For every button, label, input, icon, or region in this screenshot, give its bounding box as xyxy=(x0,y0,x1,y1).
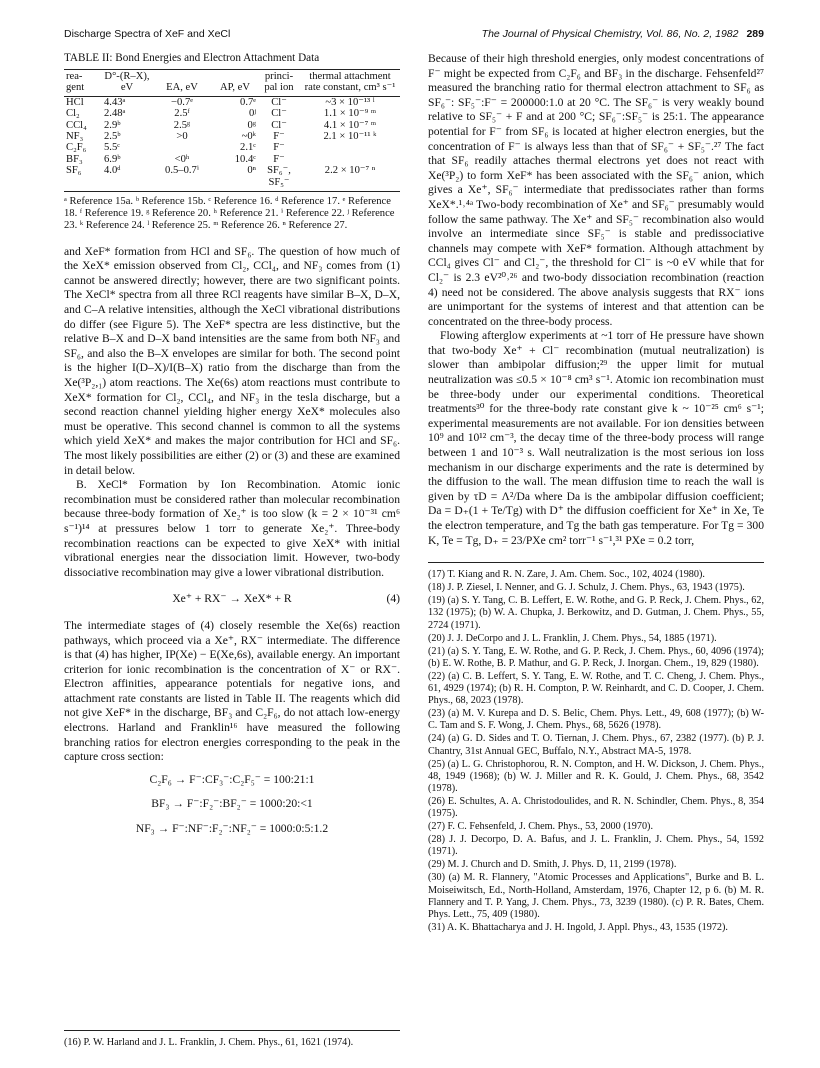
table-header-row xyxy=(64,70,400,96)
reference-item: (28) J. J. Decorpo, D. A. Bafus, and J. L. Franklin, J. Chem. Phys., 54, 1592 (1971). xyxy=(428,834,764,858)
cell: 4.43ᵃ xyxy=(104,96,126,108)
table-row xyxy=(64,131,400,142)
cell: 1.1 × 10⁻⁹ ᵐ xyxy=(323,108,377,120)
bond-energy-table xyxy=(64,70,400,192)
table-row xyxy=(64,108,400,119)
col-header-dissociation: D°-(R–X), eV xyxy=(102,70,152,96)
cell xyxy=(300,142,400,153)
col-header-ap: AP, eV xyxy=(212,70,258,96)
cell: 5.5ᶜ xyxy=(104,142,120,154)
cell: 0ʲ xyxy=(249,108,256,120)
cell: 4.1 × 10⁻⁷ ᵐ xyxy=(323,119,377,131)
branching-ratio-bf3: BF₃ → F⁻:F₂⁻:BF₂⁻ = 1000:20:<1 xyxy=(151,797,313,811)
reference-item: (26) E. Schultes, A. A. Christodoulides, and R. N. Schindler, Chem. Phys., 8, 354 (1975). xyxy=(428,795,764,819)
cell: Cl⁻ xyxy=(271,119,287,131)
reference-item: (24) (a) G. D. Sides and T. O. Tiernan, J. Chem. Phys., 67, 2382 (1977). (b) P. J. Chantry, 31st Annual GEC, Buffalo, N.Y., Abstract MA-5, 1978. xyxy=(428,733,764,757)
cell: 2.1 × 10⁻¹¹ ᵏ xyxy=(323,131,377,143)
reference-item: (27) F. C. Fehsenfeld, J. Chem. Phys., 53, 2000 (1970). xyxy=(428,821,653,833)
cell: −0.7ᵉ xyxy=(171,96,193,108)
cell: ~0ᵏ xyxy=(241,131,256,143)
left-column xyxy=(64,52,400,847)
right-column xyxy=(428,52,764,935)
cell: F⁻ xyxy=(273,142,285,154)
page-number: 289 xyxy=(746,28,764,40)
equation-4 xyxy=(64,592,400,607)
body-paragraph: Flowing afterglow experiments at ~1 torr of He pressure have shown that two-body Xe⁺ + Cl⁻ recombination (mutual neutralization) is slower than ambipolar diffusion;²⁹ the upper limit for mutual neutralization was ≤0.5 × 10⁻⁸ cm³ s⁻¹. Atomic ion recombination must be three-body under our experimental conditions. Theoretical treatments³⁰ for the three-body rate constant give k ~ 10⁻²⁵ cm⁶ s⁻¹; experimental measurements are not available. For ion densities between 10⁹ and 10¹² cm⁻³, the decay time of the three-body process will range between 1 and 10⁻³ s. Wall neutralization is the most serious ion loss mechanism in our discharge experiments and the rate is determined by the diffusion to the wall. The mean diffusion time to reach the wall is given by τD = Λ²/Da where Da is the ambipolar diffusion coefficient; Da = D₊(1 + Te/Tg) with D⁺ the diffusion coefficient for Xe⁺ in Xe, Te the electron temperature, and Tg the bath gas temperature. For Tg = 300 K, Te = Tg, D₊ = 23/PXe cm² torr⁻¹ s⁻¹,³¹ PXe = 0.2 torr, xyxy=(428,329,764,547)
cell: 2.9ᵇ xyxy=(104,119,121,131)
left-footnote xyxy=(64,1030,400,1049)
cell: 2.5ᶠ xyxy=(174,108,190,120)
reference-item: (25) (a) L. G. Christophorou, R. N. Compton, and H. W. Dickson, J. Chem. Phys., 48, 1949 (1968); (b) W. J. Miller and R. K. Gould, J. Chem. Phys., 68, 3542 (1978). xyxy=(428,758,764,794)
reference-item: (29) M. J. Church and D. Smith, J. Phys. D, 11, 2199 (1978). xyxy=(428,859,677,871)
equation-4-text: Xe⁺ + RX⁻ → XeX* + R xyxy=(172,592,292,606)
table-row xyxy=(64,165,400,191)
journal-name: The Journal of Physical Chemistry, Vol. 86, No. 2, 1982 xyxy=(481,28,739,40)
cell: SF₆ xyxy=(64,165,102,191)
equation-number: (4) xyxy=(386,592,400,606)
cell: 2.48ᵃ xyxy=(104,108,126,120)
reference-item: (18) J. P. Ziesel, I. Nenner, and G. J. Schulz, J. Chem. Phys., 63, 1943 (1975). xyxy=(428,582,745,594)
reference-item: (23) (a) M. V. Kurepa and D. S. Belic, Chem. Phys. Lett., 49, 608 (1977); (b) W-C. Tam and S. F. Wong, J. Chem. Phys., 68, 5626 (1978). xyxy=(428,708,764,732)
reference-16: (16) P. W. Harland and J. L. Franklin, J. Chem. Phys., 61, 1621 (1974). xyxy=(64,1037,354,1048)
cell xyxy=(300,154,400,165)
cell: 4.0ᵈ xyxy=(102,165,152,191)
cell: 6.9ᵇ xyxy=(104,153,121,165)
table-row xyxy=(64,120,400,131)
running-title: Discharge Spectra of XeF and XeCl xyxy=(64,28,231,40)
cell: F⁻ xyxy=(273,131,285,143)
section-paragraph-ion-recombination: B. XeCl* Formation by Ion Recombination. Atomic ionic recombination must be considered rather than molecular recombination because three-body formation of Xe₂⁺ is too slow (k = 2 × 10⁻³¹ cm⁶ s⁻¹)¹⁴ at pressures below 1 torr to generate Xe₂⁺. Three-body recombination reactions can be expected to give XeX* with initial vibrational energies near the dissociation limit. However, two-body dissociative recombination may give a lower vibrational distribution. xyxy=(64,478,400,579)
reference-item: (21) (a) S. Y. Tang, E. W. Rothe, and G. P. Reck, J. Chem. Phys., 60, 4096 (1974); (b) E. W. Rothe, B. P. Mathur, and G. P. Reck, J. Inorgan. Chem., 19, 829 (1980). xyxy=(428,645,764,669)
cell: >0 xyxy=(176,131,188,143)
cell: Cl⁻ xyxy=(271,96,287,108)
branching-ratio-nf3: NF₃ → F⁻:NF⁻:F₂⁻:NF₂⁻ = 1000:0:5:1.2 xyxy=(135,822,329,836)
cell: 0.5–0.7ⁱ xyxy=(152,165,212,191)
table-row xyxy=(64,154,400,165)
table-footnotes: ᵃ Reference 15a. ᵇ Reference 15b. ᶜ Reference 16. ᵈ Reference 17. ᵉ Reference 18. ᶠ Reference 19. ᵍ Reference 20. ʰ Reference 21. ⁱ Reference 22. ʲ Reference 23. ᵏ Reference 24. ˡ Reference 25. ᵐ Reference 26. ⁿ Reference 27. xyxy=(64,196,395,232)
cell: 10.4ᶜ xyxy=(234,153,256,165)
reference-item: (31) A. K. Bhattacharya and J. H. Ingold, J. Appl. Phys., 43, 1535 (1972). xyxy=(428,921,728,933)
cell: CCl₄ xyxy=(66,119,87,131)
cell: 0ⁿ xyxy=(212,165,258,191)
table-row xyxy=(64,96,400,108)
col-header-rate: thermal attachment rate constant, cm³ s⁻¹ xyxy=(300,70,400,96)
cell xyxy=(152,142,212,153)
cell: F⁻ xyxy=(273,153,285,165)
col-header-ea: EA, eV xyxy=(152,70,212,96)
running-header xyxy=(64,28,764,42)
cell: C₂F₆ xyxy=(66,142,87,154)
col-header-reagent: rea-gent xyxy=(64,70,102,96)
cell: BF₃ xyxy=(66,153,83,165)
cell: ~3 × 10⁻¹³ ˡ xyxy=(325,96,375,108)
cell: 2.5ᵍ xyxy=(173,119,191,131)
cell: SF₆⁻, SF₅⁻ xyxy=(258,165,300,191)
footnote-rule xyxy=(64,1030,400,1031)
body-paragraph: and XeF* formation from HCl and SF₆. The question of how much of the XeX* emission observed from Cl₂, CCl₄, and NF₃ comes from (1) cannot be answered directly; however, there are two significant points. The XeCl* spectra from all three RCl reagents have similar B–X, D–X, and C–A relative intensities, although the XeCl vibrational distributions do differ (see Figure 5). The XeF* spectra are less distinctive, but the relative B–X and D–X band intensities are the same from both NF₃ and SF₆, and also the B–X envelopes are similar for both. The second point is the higher I(D–X)/I(B–X) ratio from the discharge than from the Xe(³P₂,₁) atom reactions. The Xe(6s) atom reactions must contribute to XeX* formation for Cl₂, CCl₄, and NF₃ in the tesla discharge, but a second reaction channel yielding higher energy XeX* molecules also must be operative. This second channel is common to all the systems which yield XeX* and makes the major contribution for HCl and SF₆. The most likely possibilities are either (2) or (3) and these are examined in detail below. xyxy=(64,244,400,477)
cell: <0ʰ xyxy=(174,153,190,165)
table-row xyxy=(64,142,400,153)
branching-ratios xyxy=(64,773,400,837)
cell: 2.2 × 10⁻⁷ ⁿ xyxy=(300,165,400,191)
cell: 2.5ᵇ xyxy=(104,131,121,143)
cell: Cl₂ xyxy=(66,108,80,120)
reference-list xyxy=(428,562,764,934)
table-caption: TABLE II: Bond Energies and Electron Attachment Data xyxy=(64,52,320,64)
reference-item: (30) (a) M. R. Flannery, "Atomic Processes and Applications", Burke and B. L. Moiseiwitsch, Ed., North-Holland, Amsterdam, 1976, Chapter 12, p 6. (b) M. R. Flannery and T. P. Yang, J. Chem. Phys., 73, 3239 (1980). (c) P. R. Bates, Chem. Phys. Lett., 75, 409 (1980). xyxy=(428,872,764,920)
cell: 2.1ᶜ xyxy=(240,142,256,154)
reference-item: (22) (a) C. B. Leffert, S. Y. Tang, E. W. Rothe, and T. C. Cheng, J. Chem. Phys., 61, 4929 (1974); (b) R. H. Compton, P. W. Reinhardt, and C. D. Cooper, J. Chem. Phys., 68, 2023 (1978). xyxy=(428,670,764,707)
col-header-ion: princi-pal ion xyxy=(258,70,300,96)
body-paragraph: Because of their high threshold energies, only modest concentrations of F⁻ might be expected from C₂F₆ and BF₃ in the discharge. Fehsenfeld²⁷ measured the branching ratio for thermal electron attachment to SF₆ as SF₆⁻: SF₅⁻:F⁻ = 200000:1.0 at 20 °C. The SF₆⁻ is very weakly bound relative to SF₅⁻ + F and at 200 °C; SF₆⁻:SF₅⁻ is 25:1. The appearance potential for F⁻ from SF₆ is located at higher electron energies, but the concentration of F⁻ is always less than that of SF₆⁻ + SF₅⁻.²⁷ The fact that SF₆ readily attaches thermal electrons yet does not react with Xe(³P₂) to form XeF* has been associated with the SF₆⁻ anion, which gives a Xe⁺, SF₆⁻ intermediate that predissociates rather than forms XeX*.¹˒⁴ᵃ Two-body recombination of Xe⁺ and SF₆⁻ presumably would follow the same pathway. The Xe⁺ and SF₅⁻ recombination also would involve an intermediate since SF₅⁻ is stable and predissociative channels may compete with XeF* formation. Although attachment by CCl₄ gives Cl⁻ and Cl₂⁻, the threshold for Cl⁻ is ~0 eV while that for Cl₂⁻ is 2.3 eV²⁰˒²⁶ and two-body dissociation recombination (reaction 4) need not be considered. The above analysis suggests that RX⁻ ions are unimportant for the systems of interest and that attention can be concentrated on the three-body process. xyxy=(428,52,764,328)
cell: Cl⁻ xyxy=(271,108,287,120)
reference-item: (20) J. J. DeCorpo and J. L. Franklin, J. Chem. Phys., 54, 1885 (1971). xyxy=(428,632,717,644)
journal-citation xyxy=(482,28,764,40)
cell: NF₃ xyxy=(66,131,84,143)
branching-ratio-c2f6: C₂F₆ → F⁻:CF₃⁻:C₂F₅⁻ = 100:21:1 xyxy=(149,772,315,786)
body-paragraph: The intermediate stages of (4) closely resemble the Xe(6s) reaction pathways, which proceed via a Xe⁺, RX⁻ intermediate. The difference is that (4) has higher, IP(Xe) − E(Xe,6s), available energy. An important criterion for ionic recombination is the concentration of X⁻ or RX⁻. Electron affinities, appearance potentials for negative ions, and attachment rate constants are listed in Table II. The reagents which did not give XeF* in the discharge, BF₃ and C₂F₆, do not attach low-energy electrons. Harland and Franklin¹⁶ have measured the following branching ratios for electron energies corresponding to the peak in the capture cross section: xyxy=(64,618,400,764)
cell: 0.7ᵉ xyxy=(240,96,256,108)
cell: HCl xyxy=(66,96,84,108)
cell: 0ᵍ xyxy=(247,119,256,131)
reference-item: (17) T. Kiang and R. N. Zare, J. Am. Chem. Soc., 102, 4024 (1980). xyxy=(428,569,705,581)
reference-item: (19) (a) S. Y. Tang, C. B. Leffert, E. W. Rothe, and G. P. Reck, J. Chem. Phys., 62, 132 (1975); (b) W. A. Chupka, J. Berkowitz, and D. Gutman, J. Chem. Phys., 55, 2724 (1971). xyxy=(428,595,764,631)
